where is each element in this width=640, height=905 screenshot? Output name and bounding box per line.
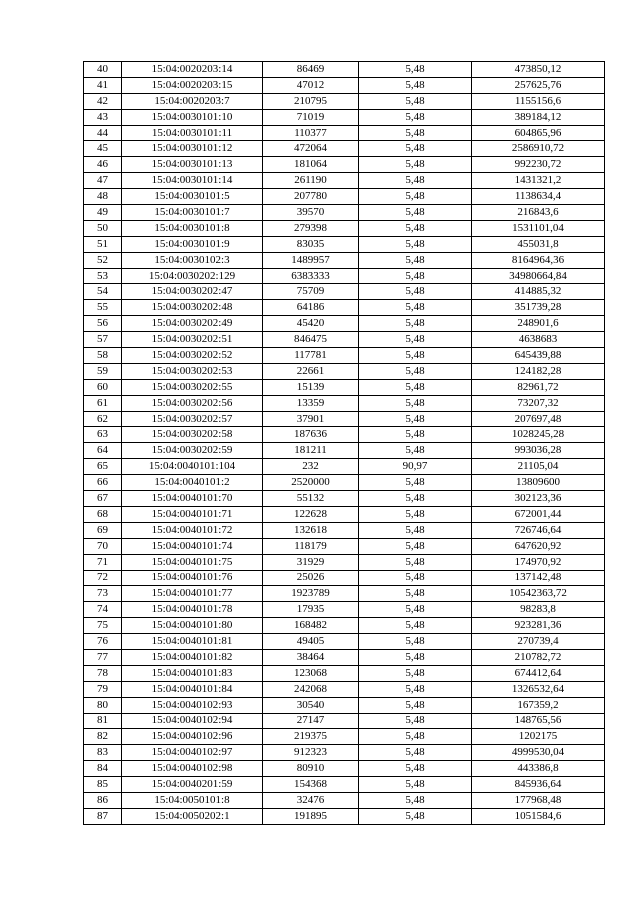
cadastral-number-cell: 15:04:0030101:11 [122,125,263,141]
cadastral-number-cell: 15:04:0040102:98 [122,761,263,777]
row-number-cell: 85 [84,777,122,793]
rate-cell: 5,48 [359,332,472,348]
table-row [84,62,605,78]
area-cell: 210795 [263,93,359,109]
table-body [84,62,605,825]
table-row [84,252,605,268]
area-cell: 13359 [263,395,359,411]
rate-cell: 5,48 [359,220,472,236]
rate-cell: 5,48 [359,697,472,713]
data-table [83,61,605,825]
rate-cell: 5,48 [359,189,472,205]
cadastral-number-cell: 15:04:0040101:82 [122,649,263,665]
rate-cell: 5,48 [359,411,472,427]
row-number-cell: 67 [84,491,122,507]
area-cell: 6383333 [263,268,359,284]
area-cell: 261190 [263,173,359,189]
row-number-cell: 60 [84,379,122,395]
row-number-cell: 48 [84,189,122,205]
cadastral-number-cell: 15:04:0040101:80 [122,618,263,634]
row-number-cell: 58 [84,348,122,364]
value-cell: 645439,88 [472,348,605,364]
row-number-cell: 86 [84,792,122,808]
table-row [84,570,605,586]
area-cell: 25026 [263,570,359,586]
table-row [84,316,605,332]
cadastral-number-cell: 15:04:0040101:75 [122,554,263,570]
cadastral-number-cell: 15:04:0040102:97 [122,745,263,761]
table-row [84,792,605,808]
rate-cell: 5,48 [359,602,472,618]
value-cell: 414885,32 [472,284,605,300]
rate-cell: 5,48 [359,77,472,93]
value-cell: 34980664,84 [472,268,605,284]
row-number-cell: 73 [84,586,122,602]
table-row [84,173,605,189]
table-row [84,681,605,697]
cadastral-number-cell: 15:04:0040101:81 [122,634,263,650]
table-row [84,141,605,157]
area-cell: 49405 [263,634,359,650]
rate-cell: 5,48 [359,443,472,459]
row-number-cell: 54 [84,284,122,300]
cadastral-number-cell: 15:04:0030101:14 [122,173,263,189]
cadastral-number-cell: 15:04:0030202:58 [122,427,263,443]
table-row [84,348,605,364]
value-cell: 1202175 [472,729,605,745]
table-row [84,300,605,316]
cadastral-number-cell: 15:04:0020203:7 [122,93,263,109]
row-number-cell: 49 [84,205,122,221]
area-cell: 30540 [263,697,359,713]
rate-cell: 5,48 [359,62,472,78]
value-cell: 177968,48 [472,792,605,808]
value-cell: 1028245,28 [472,427,605,443]
area-cell: 122628 [263,506,359,522]
area-cell: 118179 [263,538,359,554]
value-cell: 82961,72 [472,379,605,395]
row-number-cell: 75 [84,618,122,634]
table-row [84,284,605,300]
table-row [84,205,605,221]
area-cell: 83035 [263,236,359,252]
table-row [84,665,605,681]
cadastral-number-cell: 15:04:0030101:12 [122,141,263,157]
rate-cell: 5,48 [359,109,472,125]
rate-cell: 5,48 [359,506,472,522]
cadastral-number-cell: 15:04:0040102:93 [122,697,263,713]
value-cell: 4638683 [472,332,605,348]
value-cell: 167359,2 [472,697,605,713]
row-number-cell: 69 [84,522,122,538]
rate-cell: 5,48 [359,252,472,268]
row-number-cell: 66 [84,475,122,491]
row-number-cell: 44 [84,125,122,141]
row-number-cell: 64 [84,443,122,459]
value-cell: 845936,64 [472,777,605,793]
rate-cell: 5,48 [359,205,472,221]
table-row [84,745,605,761]
cadastral-number-cell: 15:04:0050202:1 [122,808,263,824]
rate-cell: 5,48 [359,284,472,300]
table-row [84,363,605,379]
row-number-cell: 77 [84,649,122,665]
rate-cell: 5,48 [359,681,472,697]
area-cell: 71019 [263,109,359,125]
area-cell: 17935 [263,602,359,618]
value-cell: 1431321,2 [472,173,605,189]
value-cell: 248901,6 [472,316,605,332]
table-row [84,475,605,491]
rate-cell: 90,97 [359,459,472,475]
cadastral-number-cell: 15:04:0040101:76 [122,570,263,586]
cadastral-number-cell: 15:04:0020203:14 [122,62,263,78]
cadastral-number-cell: 15:04:0030101:8 [122,220,263,236]
cadastral-number-cell: 15:04:0030202:47 [122,284,263,300]
value-cell: 21105,04 [472,459,605,475]
table-row [84,538,605,554]
cadastral-number-cell: 15:04:0030101:10 [122,109,263,125]
value-cell: 455031,8 [472,236,605,252]
table-row [84,602,605,618]
table-row [84,395,605,411]
cadastral-number-cell: 15:04:0030202:129 [122,268,263,284]
rate-cell: 5,48 [359,491,472,507]
value-cell: 1326532,64 [472,681,605,697]
cadastral-number-cell: 15:04:0030202:52 [122,348,263,364]
area-cell: 207780 [263,189,359,205]
cadastral-number-cell: 15:04:0030202:51 [122,332,263,348]
row-number-cell: 63 [84,427,122,443]
cadastral-number-cell: 15:04:0040101:104 [122,459,263,475]
cadastral-number-cell: 15:04:0040101:71 [122,506,263,522]
rate-cell: 5,48 [359,745,472,761]
area-cell: 22661 [263,363,359,379]
row-number-cell: 56 [84,316,122,332]
area-cell: 232 [263,459,359,475]
value-cell: 10542363,72 [472,586,605,602]
rate-cell: 5,48 [359,586,472,602]
area-cell: 86469 [263,62,359,78]
value-cell: 389184,12 [472,109,605,125]
table-row [84,77,605,93]
table-row [84,522,605,538]
value-cell: 443386,8 [472,761,605,777]
row-number-cell: 82 [84,729,122,745]
table-row [84,761,605,777]
cadastral-number-cell: 15:04:0050101:8 [122,792,263,808]
cadastral-number-cell: 15:04:0030202:59 [122,443,263,459]
table-row [84,506,605,522]
value-cell: 1138634,4 [472,189,605,205]
value-cell: 351739,28 [472,300,605,316]
value-cell: 8164964,36 [472,252,605,268]
table-row [84,649,605,665]
row-number-cell: 57 [84,332,122,348]
row-number-cell: 83 [84,745,122,761]
value-cell: 207697,48 [472,411,605,427]
area-cell: 117781 [263,348,359,364]
area-cell: 181064 [263,157,359,173]
rate-cell: 5,48 [359,363,472,379]
rate-cell: 5,48 [359,173,472,189]
table-row [84,93,605,109]
cadastral-number-cell: 15:04:0040101:74 [122,538,263,554]
value-cell: 174970,92 [472,554,605,570]
area-cell: 37901 [263,411,359,427]
row-number-cell: 71 [84,554,122,570]
table-row [84,634,605,650]
rate-cell: 5,48 [359,554,472,570]
row-number-cell: 70 [84,538,122,554]
row-number-cell: 59 [84,363,122,379]
area-cell: 187636 [263,427,359,443]
row-number-cell: 46 [84,157,122,173]
table-row [84,109,605,125]
rate-cell: 5,48 [359,649,472,665]
table-row [84,491,605,507]
cadastral-number-cell: 15:04:0040101:2 [122,475,263,491]
value-cell: 923281,36 [472,618,605,634]
table-row [84,157,605,173]
cadastral-number-cell: 15:04:0030202:57 [122,411,263,427]
value-cell: 647620,92 [472,538,605,554]
cadastral-number-cell: 15:04:0040101:83 [122,665,263,681]
row-number-cell: 43 [84,109,122,125]
rate-cell: 5,48 [359,300,472,316]
row-number-cell: 51 [84,236,122,252]
cadastral-number-cell: 15:04:0030202:49 [122,316,263,332]
area-cell: 39570 [263,205,359,221]
rate-cell: 5,48 [359,316,472,332]
rate-cell: 5,48 [359,808,472,824]
area-cell: 279398 [263,220,359,236]
value-cell: 148765,56 [472,713,605,729]
area-cell: 1489957 [263,252,359,268]
value-cell: 124182,28 [472,363,605,379]
value-cell: 672001,44 [472,506,605,522]
cadastral-number-cell: 15:04:0040101:78 [122,602,263,618]
table-row [84,697,605,713]
rate-cell: 5,48 [359,729,472,745]
rate-cell: 5,48 [359,522,472,538]
rate-cell: 5,48 [359,618,472,634]
area-cell: 64186 [263,300,359,316]
rate-cell: 5,48 [359,761,472,777]
table-row [84,268,605,284]
value-cell: 674412,64 [472,665,605,681]
row-number-cell: 52 [84,252,122,268]
value-cell: 726746,64 [472,522,605,538]
area-cell: 32476 [263,792,359,808]
value-cell: 270739,4 [472,634,605,650]
rate-cell: 5,48 [359,713,472,729]
table-row [84,777,605,793]
table-row [84,125,605,141]
area-cell: 1923789 [263,586,359,602]
area-cell: 123068 [263,665,359,681]
area-cell: 846475 [263,332,359,348]
table-row [84,713,605,729]
value-cell: 98283,8 [472,602,605,618]
table-row [84,332,605,348]
cadastral-number-cell: 15:04:0040101:84 [122,681,263,697]
area-cell: 47012 [263,77,359,93]
area-cell: 80910 [263,761,359,777]
area-cell: 168482 [263,618,359,634]
rate-cell: 5,48 [359,348,472,364]
area-cell: 55132 [263,491,359,507]
rate-cell: 5,48 [359,665,472,681]
table-row [84,411,605,427]
cadastral-number-cell: 15:04:0040101:77 [122,586,263,602]
table-row [84,236,605,252]
area-cell: 15139 [263,379,359,395]
rate-cell: 5,48 [359,236,472,252]
value-cell: 993036,28 [472,443,605,459]
rate-cell: 5,48 [359,538,472,554]
value-cell: 216843,6 [472,205,605,221]
area-cell: 110377 [263,125,359,141]
rate-cell: 5,48 [359,427,472,443]
rate-cell: 5,48 [359,475,472,491]
area-cell: 132618 [263,522,359,538]
area-cell: 242068 [263,681,359,697]
cadastral-number-cell: 15:04:0030101:7 [122,205,263,221]
rate-cell: 5,48 [359,93,472,109]
table-row [84,189,605,205]
cadastral-number-cell: 15:04:0040101:72 [122,522,263,538]
area-cell: 912323 [263,745,359,761]
value-cell: 992230,72 [472,157,605,173]
cadastral-number-cell: 15:04:0030202:56 [122,395,263,411]
area-cell: 219375 [263,729,359,745]
cadastral-number-cell: 15:04:0030202:53 [122,363,263,379]
value-cell: 4999530,04 [472,745,605,761]
rate-cell: 5,48 [359,570,472,586]
table-row [84,808,605,824]
rate-cell: 5,48 [359,379,472,395]
table-row [84,618,605,634]
rate-cell: 5,48 [359,268,472,284]
value-cell: 210782,72 [472,649,605,665]
area-cell: 2520000 [263,475,359,491]
cadastral-number-cell: 15:04:0030101:13 [122,157,263,173]
row-number-cell: 78 [84,665,122,681]
cadastral-number-cell: 15:04:0040102:96 [122,729,263,745]
row-number-cell: 79 [84,681,122,697]
value-cell: 2586910,72 [472,141,605,157]
area-cell: 45420 [263,316,359,332]
rate-cell: 5,48 [359,125,472,141]
cadastral-number-cell: 15:04:0030101:9 [122,236,263,252]
value-cell: 1531101,04 [472,220,605,236]
rate-cell: 5,48 [359,634,472,650]
area-cell: 31929 [263,554,359,570]
row-number-cell: 42 [84,93,122,109]
value-cell: 604865,96 [472,125,605,141]
table-row [84,220,605,236]
area-cell: 154368 [263,777,359,793]
row-number-cell: 87 [84,808,122,824]
value-cell: 473850,12 [472,62,605,78]
table-row [84,379,605,395]
rate-cell: 5,48 [359,157,472,173]
rate-cell: 5,48 [359,792,472,808]
row-number-cell: 41 [84,77,122,93]
table-row [84,729,605,745]
row-number-cell: 62 [84,411,122,427]
rate-cell: 5,48 [359,777,472,793]
cadastral-number-cell: 15:04:0040101:70 [122,491,263,507]
area-cell: 75709 [263,284,359,300]
value-cell: 137142,48 [472,570,605,586]
table-row [84,427,605,443]
value-cell: 1051584,6 [472,808,605,824]
value-cell: 73207,32 [472,395,605,411]
area-cell: 472064 [263,141,359,157]
area-cell: 181211 [263,443,359,459]
row-number-cell: 84 [84,761,122,777]
cadastral-number-cell: 15:04:0030202:55 [122,379,263,395]
cadastral-number-cell: 15:04:0030102:3 [122,252,263,268]
cadastral-number-cell: 15:04:0020203:15 [122,77,263,93]
row-number-cell: 72 [84,570,122,586]
cadastral-number-cell: 15:04:0040102:94 [122,713,263,729]
value-cell: 13809600 [472,475,605,491]
row-number-cell: 68 [84,506,122,522]
cadastral-number-cell: 15:04:0030101:5 [122,189,263,205]
cadastral-number-cell: 15:04:0040201:59 [122,777,263,793]
row-number-cell: 47 [84,173,122,189]
row-number-cell: 53 [84,268,122,284]
rate-cell: 5,48 [359,395,472,411]
area-cell: 38464 [263,649,359,665]
table-row [84,554,605,570]
value-cell: 1155156,6 [472,93,605,109]
row-number-cell: 45 [84,141,122,157]
row-number-cell: 40 [84,62,122,78]
row-number-cell: 61 [84,395,122,411]
area-cell: 27147 [263,713,359,729]
row-number-cell: 81 [84,713,122,729]
row-number-cell: 74 [84,602,122,618]
row-number-cell: 65 [84,459,122,475]
table-row [84,459,605,475]
value-cell: 302123,36 [472,491,605,507]
row-number-cell: 50 [84,220,122,236]
rate-cell: 5,48 [359,141,472,157]
row-number-cell: 55 [84,300,122,316]
table-row [84,586,605,602]
row-number-cell: 80 [84,697,122,713]
area-cell: 191895 [263,808,359,824]
row-number-cell: 76 [84,634,122,650]
value-cell: 257625,76 [472,77,605,93]
cadastral-number-cell: 15:04:0030202:48 [122,300,263,316]
table-row [84,443,605,459]
